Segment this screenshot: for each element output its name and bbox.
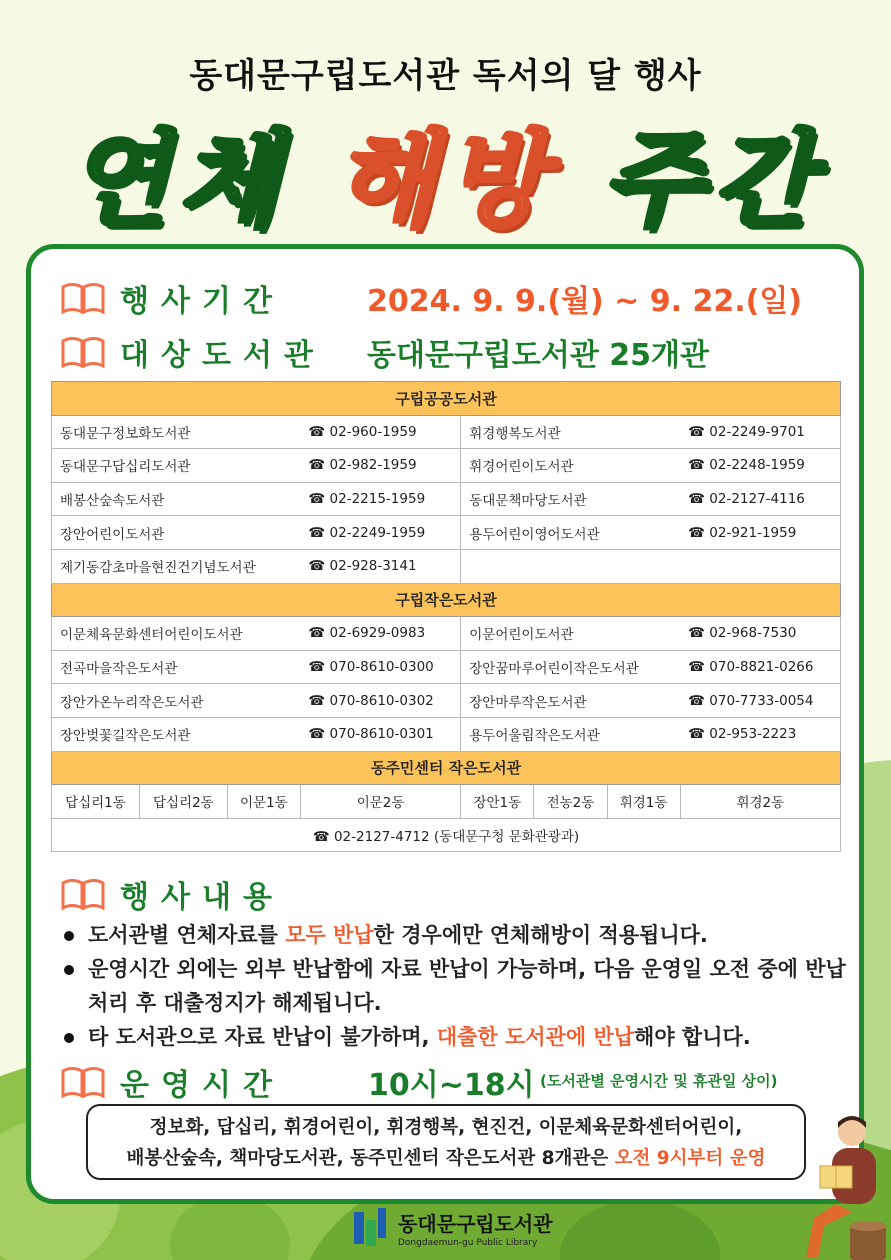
small-libraries-header: 구립작은도서관 bbox=[52, 583, 841, 617]
section-header-row bbox=[52, 382, 841, 416]
library-name: 휘경행복도서관 bbox=[461, 415, 680, 449]
content-label: 행사내용 bbox=[120, 880, 284, 915]
target-heading bbox=[60, 330, 325, 374]
section-header-row bbox=[52, 751, 841, 785]
library-name: 동대문구답십리도서관 bbox=[52, 449, 301, 483]
period-label: 행사기간 bbox=[120, 284, 284, 319]
library-phone: ☎ 02-921-1959 bbox=[680, 516, 840, 550]
library-name: 동대문책마당도서관 bbox=[461, 482, 680, 516]
event-title bbox=[0, 96, 891, 246]
library-name: 장안꿈마루어린이작은도서관 bbox=[461, 650, 680, 684]
list-item bbox=[62, 1020, 852, 1054]
target-value: 동대문구립도서관 25개관 bbox=[367, 338, 709, 373]
table-row bbox=[52, 785, 841, 819]
community-center-name: 이문2동 bbox=[300, 785, 460, 819]
library-phone: ☎ 02-960-1959 bbox=[300, 415, 460, 449]
table-row bbox=[52, 617, 841, 651]
library-name: 배봉산숲속도서관 bbox=[52, 482, 301, 516]
community-center-name: 답십리1동 bbox=[52, 785, 140, 819]
library-table bbox=[51, 381, 841, 852]
notice-text: 배봉산숲속, 책마당도서관, 동주민센터 작은도서관 8개관은 bbox=[126, 1148, 615, 1169]
table-row bbox=[52, 482, 841, 516]
community-center-name: 휘경2동 bbox=[680, 785, 840, 819]
hours-heading bbox=[60, 1060, 284, 1104]
bullet-text: 한 경우에만 연체해방이 적용됩니다. bbox=[373, 923, 708, 947]
community-center-name: 휘경1동 bbox=[607, 785, 680, 819]
library-phone: ☎ 02-953-2223 bbox=[680, 717, 840, 751]
bullet-highlight: 대출한 도서관에 반납 bbox=[436, 1025, 635, 1049]
library-name: 용두어울림작은도서관 bbox=[461, 717, 680, 751]
public-libraries-header: 구립공공도서관 bbox=[52, 382, 841, 416]
library-name: 휘경어린이도서관 bbox=[461, 449, 680, 483]
period-value: 2024. 9. 9.(월) ~ 9. 22.(일) bbox=[367, 284, 803, 319]
open-book-icon bbox=[60, 335, 106, 369]
reading-person-illustration bbox=[792, 1108, 891, 1260]
table-row bbox=[52, 449, 841, 483]
library-phone: ☎ 070-8610-0300 bbox=[300, 650, 460, 684]
library-name: 장안벚꽃길작은도서관 bbox=[52, 717, 301, 751]
logo-subtitle: Dongdaemun-gu Public Library bbox=[398, 1238, 538, 1248]
event-subtitle: 동대문구립도서관 독서의 달 행사 bbox=[189, 56, 702, 96]
target-label: 대상도서관 bbox=[120, 338, 325, 373]
title-word-release: 해방 bbox=[335, 119, 556, 241]
title-word-week: 주간 bbox=[602, 119, 824, 241]
community-center-contact: ☎ 02-2127-4712 (동대문구청 문화관광과) bbox=[52, 818, 841, 852]
period-heading bbox=[60, 276, 284, 320]
library-logo-icon bbox=[350, 1206, 390, 1250]
library-phone: ☎ 070-8610-0301 bbox=[300, 717, 460, 751]
library-name: 이문체육문화센터어린이도서관 bbox=[52, 617, 301, 651]
notice-highlight: 오전 9시부터 운영 bbox=[614, 1148, 766, 1169]
library-phone: ☎ 02-2249-9701 bbox=[680, 415, 840, 449]
bullet-text: 타 도서관으로 자료 반납이 불가하며, bbox=[88, 1025, 437, 1049]
hours-note: (도서관별 운영시간 및 휴관일 상이) bbox=[540, 1072, 778, 1090]
bullet-text: 도서관별 연체자료를 bbox=[88, 923, 286, 947]
hours-label: 운영시간 bbox=[120, 1068, 284, 1103]
library-name: 제기동감초마을현진건기념도서관 bbox=[52, 549, 301, 583]
table-row bbox=[52, 650, 841, 684]
library-phone: ☎ 02-2248-1959 bbox=[680, 449, 840, 483]
table-row bbox=[52, 415, 841, 449]
table-row bbox=[52, 684, 841, 718]
community-center-name: 답십리2동 bbox=[139, 785, 227, 819]
logo-name: 동대문구립도서관 bbox=[398, 1212, 553, 1236]
section-header-row bbox=[52, 583, 841, 617]
community-center-name: 장안1동 bbox=[461, 785, 534, 819]
table-row bbox=[52, 818, 841, 852]
library-name: 전곡마을작은도서관 bbox=[52, 650, 301, 684]
table-row bbox=[52, 549, 841, 583]
bullet-highlight: 모두 반납 bbox=[285, 923, 374, 947]
early-opening-notice bbox=[86, 1104, 806, 1180]
table-row bbox=[52, 717, 841, 751]
library-phone: ☎ 070-8610-0302 bbox=[300, 684, 460, 718]
empty-cell bbox=[461, 549, 841, 583]
library-phone: ☎ 02-6929-0983 bbox=[300, 617, 460, 651]
community-center-name: 전농2동 bbox=[534, 785, 607, 819]
library-phone: ☎ 02-2249-1959 bbox=[300, 516, 460, 550]
library-name: 장안가온누리작은도서관 bbox=[52, 684, 301, 718]
title-word-overdue: 연체 bbox=[67, 119, 289, 241]
library-phone: ☎ 02-982-1959 bbox=[300, 449, 460, 483]
library-phone: ☎ 070-8821-0266 bbox=[680, 650, 840, 684]
open-book-icon bbox=[60, 877, 106, 911]
library-name: 장안어린이도서관 bbox=[52, 516, 301, 550]
library-phone: ☎ 02-968-7530 bbox=[680, 617, 840, 651]
community-center-libraries-header: 동주민센터 작은도서관 bbox=[52, 751, 841, 785]
community-center-name: 이문1동 bbox=[227, 785, 300, 819]
notice-line bbox=[88, 1143, 804, 1174]
library-phone: ☎ 02-2127-4116 bbox=[680, 482, 840, 516]
hours-value: 10시~18시 bbox=[368, 1068, 535, 1103]
table-row bbox=[52, 516, 841, 550]
event-details-list bbox=[62, 918, 852, 1054]
library-name: 이문어린이도서관 bbox=[461, 617, 680, 651]
list-item: 운영시간 외에는 외부 반납함에 자료 반납이 가능하며, 다음 운영일 오전 중에 반납 처리 후 대출정지가 해제됩니다. bbox=[62, 952, 852, 1020]
library-phone: ☎ 02-928-3141 bbox=[300, 549, 460, 583]
notice-line: 정보화, 답십리, 휘경어린이, 휘경행복, 현진건, 이문체육문화센터어린이, bbox=[149, 1117, 743, 1138]
library-name: 동대문구정보화도서관 bbox=[52, 415, 301, 449]
library-phone: ☎ 02-2215-1959 bbox=[300, 482, 460, 516]
library-name: 장안마루작은도서관 bbox=[461, 684, 680, 718]
content-heading bbox=[60, 872, 284, 916]
list-item bbox=[62, 918, 852, 952]
open-book-icon bbox=[60, 1065, 106, 1099]
library-name: 용두어린이영어도서관 bbox=[461, 516, 680, 550]
library-logo bbox=[350, 1206, 553, 1250]
logo-text bbox=[398, 1208, 553, 1248]
open-book-icon bbox=[60, 281, 106, 315]
bullet-text: 해야 합니다. bbox=[634, 1025, 751, 1049]
library-phone: ☎ 070-7733-0054 bbox=[680, 684, 840, 718]
